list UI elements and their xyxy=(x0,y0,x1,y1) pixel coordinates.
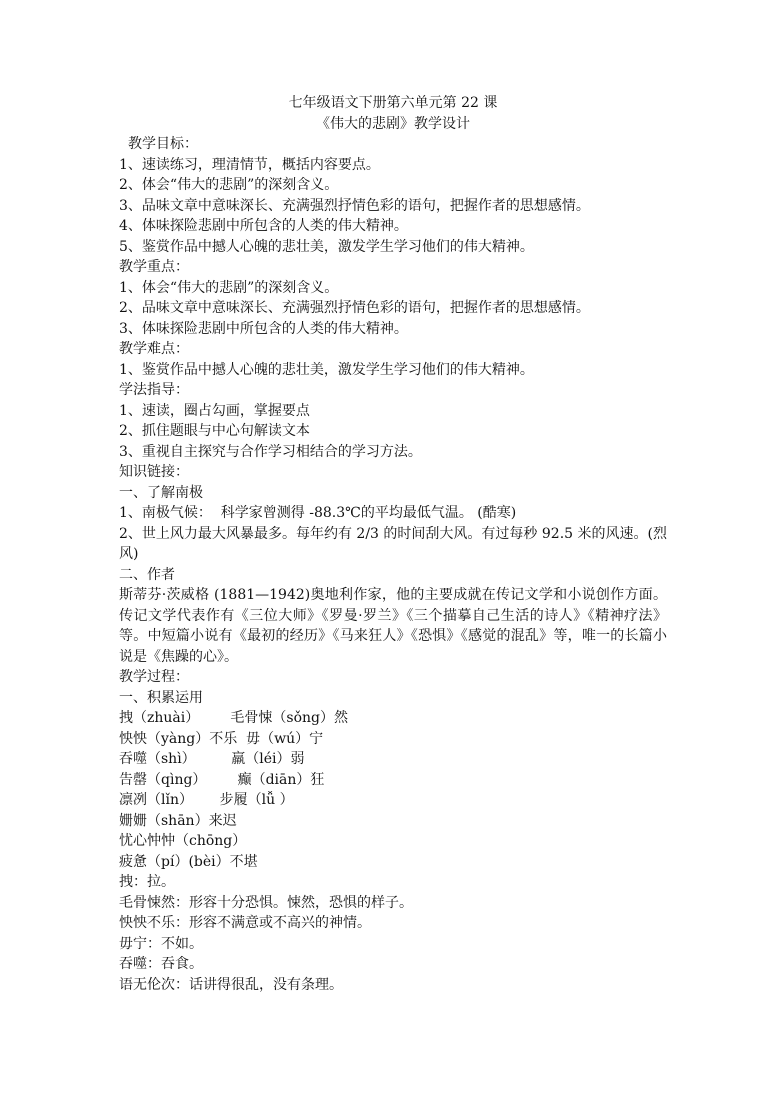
text-line: 3、品味文章中意味深长、充满强烈抒情色彩的语句，把握作者的思想感情。 xyxy=(119,197,590,214)
vocab-line: 姗姗（shān）来迟 xyxy=(119,812,237,829)
text-line: 5、鉴赏作品中撼人心魄的悲壮美，激发学生学习他们的伟大精神。 xyxy=(119,238,534,255)
subheading-author: 二、作者 xyxy=(119,566,175,583)
vocab-line: 吞噬（shì） 羸（léi）弱 xyxy=(119,751,305,767)
section-heading-study-method: 学法指导： xyxy=(119,382,189,398)
text-line: 1、速读，圈占勾画，掌握要点 xyxy=(119,402,310,419)
vocab-line: 忧心忡忡（chōng） xyxy=(119,833,247,849)
subheading-accumulation: 一、积累运用 xyxy=(119,689,203,706)
section-heading-process: 教学过程： xyxy=(119,669,189,685)
document-page xyxy=(119,93,667,995)
section-heading-knowledge: 知识链接： xyxy=(119,464,189,480)
text-line: 1、鉴赏作品中撼人心魄的悲壮美，激发学生学习他们的伟大精神。 xyxy=(119,361,534,378)
text-line: 1、南极气候： 科学家曾测得 -88.3℃的平均最低气温。 (酷寒) xyxy=(119,505,517,521)
section-heading-key-points: 教学重点： xyxy=(119,259,189,275)
definition-line: 怏怏不乐：形容不满意或不高兴的神情。 xyxy=(119,915,371,931)
definition-line: 吞噬：吞食。 xyxy=(119,956,203,972)
vocab-line: 告罄（qìng） 癫（diān）狂 xyxy=(119,771,325,788)
definition-line: 毋宁：不如。 xyxy=(119,935,203,952)
vocab-line: 凛冽（lǐn） 步履（lǚ ） xyxy=(119,792,294,808)
text-line: 3、重视自主探究与合作学习相结合的学习方法。 xyxy=(119,443,422,460)
document-title: 七年级语文下册第六单元第 22 课 xyxy=(288,95,498,111)
text-line: 1、体会“伟大的悲剧”的深刻含义。 xyxy=(119,279,339,296)
text-line: 2、体会“伟大的悲剧”的深刻含义。 xyxy=(119,177,339,193)
definition-line: 拽：拉。 xyxy=(119,874,175,890)
paragraph-wind: 2、世上风力最大风暴最多。每年约有 2/3 的时间刮大风。有过每秒 92.5 米的风速。(烈风) xyxy=(119,525,667,562)
text-line: 4、体味探险悲剧中所包含的人类的伟大精神。 xyxy=(119,218,408,234)
section-heading-difficulties: 教学难点： xyxy=(119,341,189,357)
text-line: 2、品味文章中意味深长、充满强烈抒情色彩的语句，把握作者的思想感情。 xyxy=(119,300,590,316)
text-line: 2、抓住题眼与中心句解读文本 xyxy=(119,423,310,439)
text-line: 3、体味探险悲剧中所包含的人类的伟大精神。 xyxy=(119,320,408,337)
definition-line: 毛骨悚然：形容十分恐惧。悚然，恐惧的样子。 xyxy=(119,894,413,911)
vocab-line: 疲惫（pí）(bèi）不堪 xyxy=(119,853,258,870)
vocab-line: 拽（zhuài） 毛骨悚（sǒng）然 xyxy=(119,710,348,726)
definition-line: 语无伦次：话讲得很乱，没有条理。 xyxy=(119,976,343,993)
vocab-line: 怏怏（yàng）不乐 毋（wú）宁 xyxy=(119,730,324,747)
section-heading-objectives: 教学目标： xyxy=(128,136,198,152)
subheading-antarctica: 一、了解南极 xyxy=(119,484,203,501)
paragraph-author: 斯蒂芬·茨威格 (1881—1942)奥地利作家，他的主要成就在传记文学和小说创作方面。传记文学代表作有《三位大师》《罗曼·罗兰》《三个描摹自己生活的诗人》《精神疗法》等。中短篇小说有《最初的经历》《马来狂人》《恐惧》《感觉的混乱》等，唯一的长篇小说是《焦躁的心》。 xyxy=(119,587,667,665)
document-subtitle: 《伟大的悲剧》教学设计 xyxy=(316,115,470,132)
text-line: 1、速读练习，理清情节，概括内容要点。 xyxy=(119,156,380,173)
